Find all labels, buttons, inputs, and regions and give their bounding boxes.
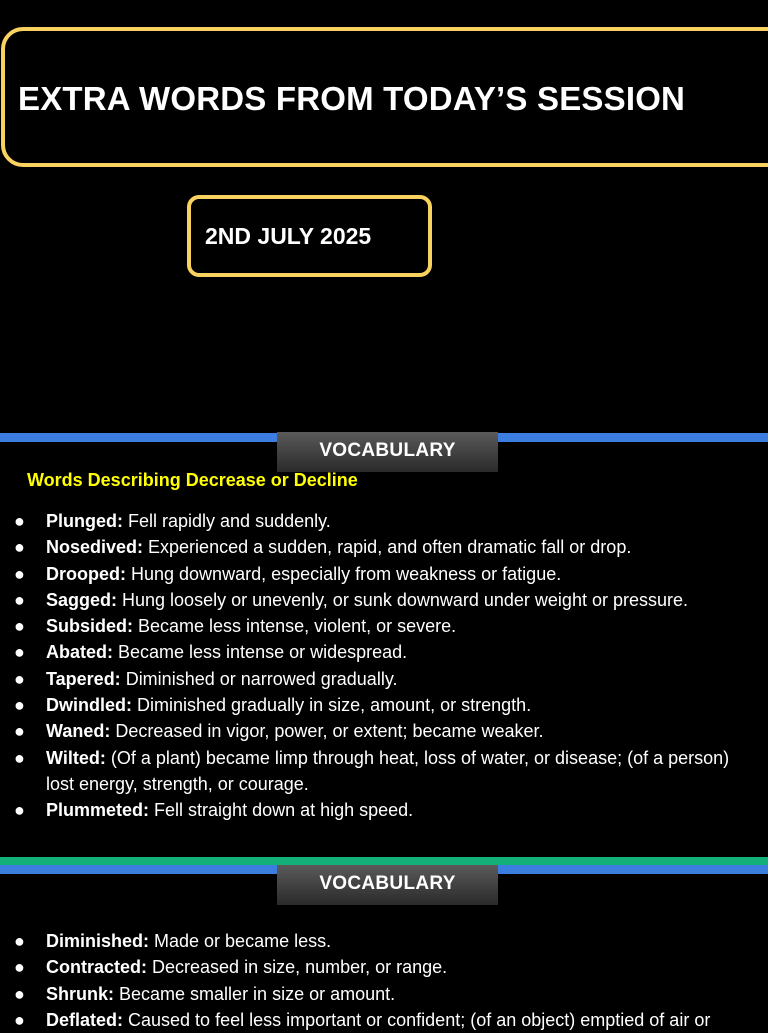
bullet-icon: ● [14,747,25,768]
list-item [0,745,768,798]
session-date: 2ND JULY 2025 [205,223,372,249]
list-item [0,587,768,613]
vocab-term: Plunged: [46,511,123,531]
bullet-icon: ● [14,800,25,821]
list-item [0,613,768,639]
page-title: EXTRA WORDS FROM TODAY’S SESSION [18,80,686,117]
vocab-definition: Hung loosely or unevenly, or sunk downward under weight or pressure. [117,589,688,610]
list-item [0,981,768,1007]
vocab-definition: Made or became less. [149,931,332,951]
list-item [0,534,768,560]
vocab-definition: Caused to feel less important or confident; (of an object) emptied of air or [123,1009,711,1030]
vocab-term: Dwindled: [46,695,132,716]
vocab-definition: (Of a plant) became limp through heat, loss of water, or disease; (of a person) lost energy, strength, or courage. [46,747,730,794]
vocab-term: Contracted: [46,957,148,978]
list-item [0,954,768,980]
vocab-term: Diminished: [46,931,150,951]
vocab-term: Abated: [46,642,113,663]
bullet-icon: ● [14,721,25,742]
vocab-term: Drooped: [46,563,126,584]
list-item [0,639,768,665]
section2-green-band [0,857,768,865]
vocab-term: Subsided: [46,616,134,637]
bullet-icon: ● [14,589,25,610]
list-item [0,666,768,692]
bullet-icon: ● [14,668,25,689]
bullet-icon: ● [14,983,25,1004]
bullet-icon: ● [14,563,25,584]
section2-word-list [0,928,768,1033]
section2-vocabulary-tab: VOCABULARY [277,865,498,905]
date-frame [187,195,432,277]
vocab-definition: Became smaller in size or amount. [114,983,396,1004]
vocab-definition: Decreased in size, number, or range. [147,957,448,978]
vocab-term: Waned: [46,721,111,742]
vocab-term: Plummeted: [46,800,150,821]
vocab-term: Shrunk: [46,983,115,1004]
list-item [0,561,768,587]
bullet-icon: ● [14,537,25,558]
vocab-term: Nosedived: [46,537,144,558]
bullet-icon: ● [14,931,25,951]
bullet-icon: ● [14,695,25,716]
vocab-definition: Experienced a sudden, rapid, and often dramatic fall or drop. [143,537,632,558]
section1-word-list [0,508,768,824]
vocab-term: Sagged: [46,589,118,610]
vocab-definition: Became less intense, violent, or severe. [133,616,457,637]
list-item [0,1007,768,1033]
vocab-definition: Hung downward, especially from weakness or fatigue. [126,563,562,584]
list-item [0,692,768,718]
list-item [0,928,768,954]
section1-vocabulary-tab: VOCABULARY [277,432,498,472]
section1-subheading: Words Describing Decrease or Decline [27,470,358,490]
vocab-term: Deflated: [46,1009,124,1030]
vocab-definition: Became less intense or widespread. [113,642,408,663]
list-item [0,508,768,534]
vocab-definition: Diminished gradually in size, amount, or strength. [132,695,532,716]
bullet-icon: ● [14,642,25,663]
list-item [0,718,768,744]
bullet-icon: ● [14,957,25,978]
vocab-term: Wilted: [46,747,106,768]
vocab-definition: Decreased in vigor, power, or extent; became weaker. [110,721,544,742]
list-item [0,797,768,823]
vocab-definition: Fell rapidly and suddenly. [123,511,331,531]
vocab-definition: Fell straight down at high speed. [149,800,414,821]
bullet-icon: ● [14,511,25,531]
bullet-icon: ● [14,616,25,637]
vocab-definition: Diminished or narrowed gradually. [120,668,398,689]
vocab-term: Tapered: [46,668,121,689]
bullet-icon: ● [14,1009,25,1030]
